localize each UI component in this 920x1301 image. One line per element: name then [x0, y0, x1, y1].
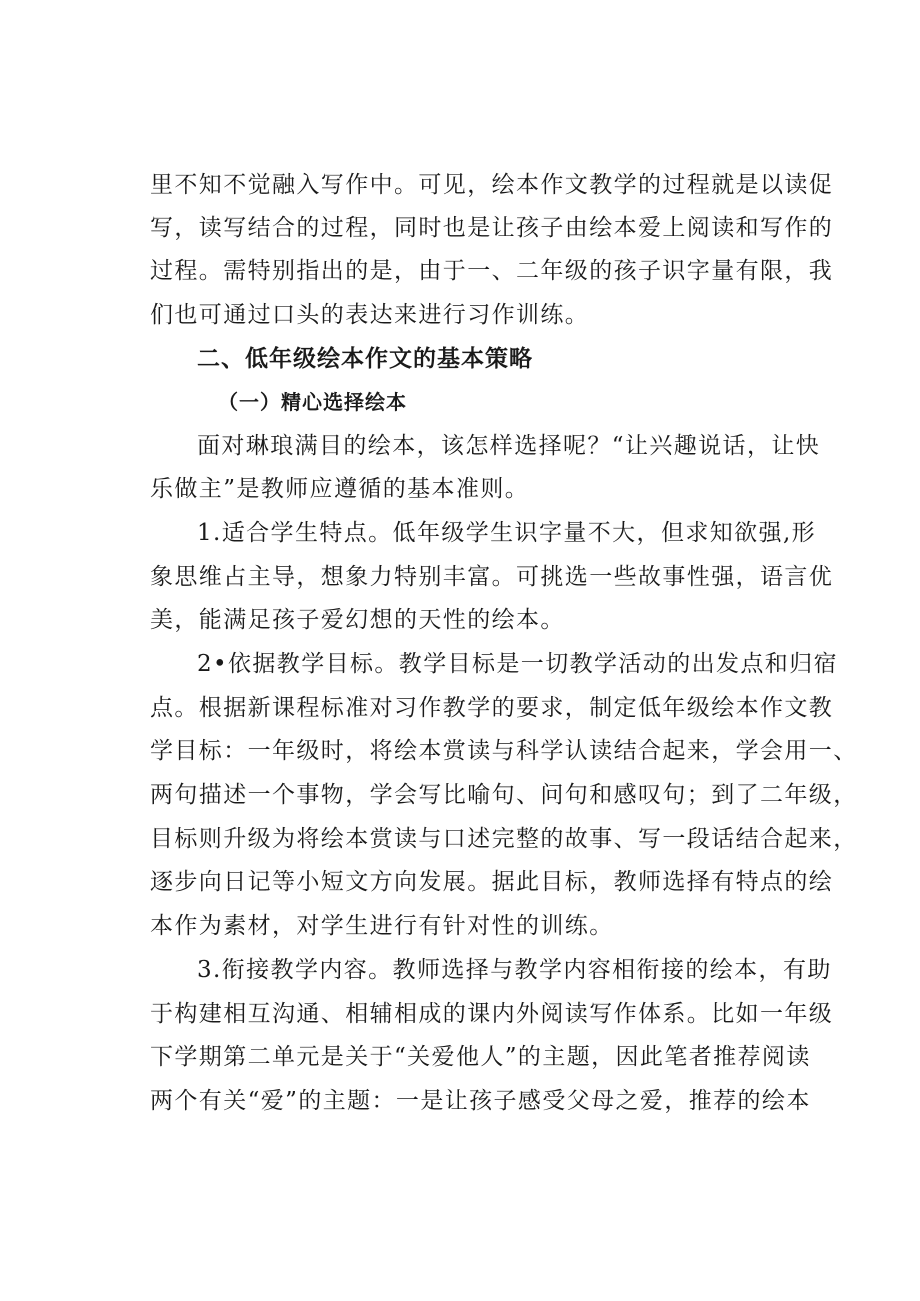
- text-line: 面对琳琅满目的绘本，该怎样选择呢？“让兴趣说话，让快: [197, 433, 821, 459]
- text-line: 1.适合学生特点。低年级学生识字量不大，但求知欲强,形: [197, 520, 817, 546]
- text-line: 下学期第二单元是关于“关爱他人”的主题，因此笔者推荐阅读: [150, 1044, 811, 1070]
- subsection-heading: （一）精心选择绘本: [218, 390, 407, 414]
- text-line: 过程。需特别指出的是，由于一、二年级的孩子识字量有限，我: [150, 258, 834, 284]
- text-line: 逐步向日记等小短文方向发展。据此目标，教师选择有特点的绘: [150, 869, 834, 895]
- text-line: 两句描述一个事物，学会写比喻句、问句和感叹句；到了二年级，: [150, 782, 858, 808]
- text-line: 学目标：一年级时，将绘本赏读与科学认读结合起来，学会用一、: [150, 738, 858, 764]
- text-line: 里不知不觉融入写作中。可见，绘本作文教学的过程就是以读促: [150, 172, 834, 198]
- text-line: 2•依据教学目标。教学目标是一切教学活动的出发点和归宿: [197, 651, 838, 677]
- text-line: 写，读写结合的过程，同时也是让孩子由绘本爱上阅读和写作的: [150, 215, 834, 241]
- text-line: 3.衔接教学内容。教师选择与教学内容相衔接的绘本，有助: [197, 957, 832, 983]
- text-line: 于构建相互沟通、相辅相成的课内外阅读写作体系。比如一年级: [150, 1001, 834, 1027]
- text-line: 目标则升级为将绘本赏读与口述完整的故事、写一段话结合起来，: [150, 826, 858, 852]
- text-line: 象思维占主导，想象力特别丰富。可挑选一些故事性强，语言优: [150, 564, 834, 590]
- section-heading: 二、低年级绘本作文的基本策略: [197, 346, 533, 372]
- text-line: 美，能满足孩子爱幻想的天性的绘本。: [150, 607, 565, 633]
- text-line: 们也可通过口头的表达来进行习作训练。: [150, 302, 590, 328]
- text-line: 乐做主”是教师应遵循的基本准则。: [150, 476, 530, 502]
- text-line: 两个有关“爱”的主题：一是让孩子感受父母之爱，推荐的绘本: [150, 1088, 811, 1114]
- text-line: 点。根据新课程标准对习作教学的要求，制定低年级绘本作文教: [150, 695, 834, 721]
- text-line: 本作为素材，对学生进行有针对性的训练。: [150, 913, 614, 939]
